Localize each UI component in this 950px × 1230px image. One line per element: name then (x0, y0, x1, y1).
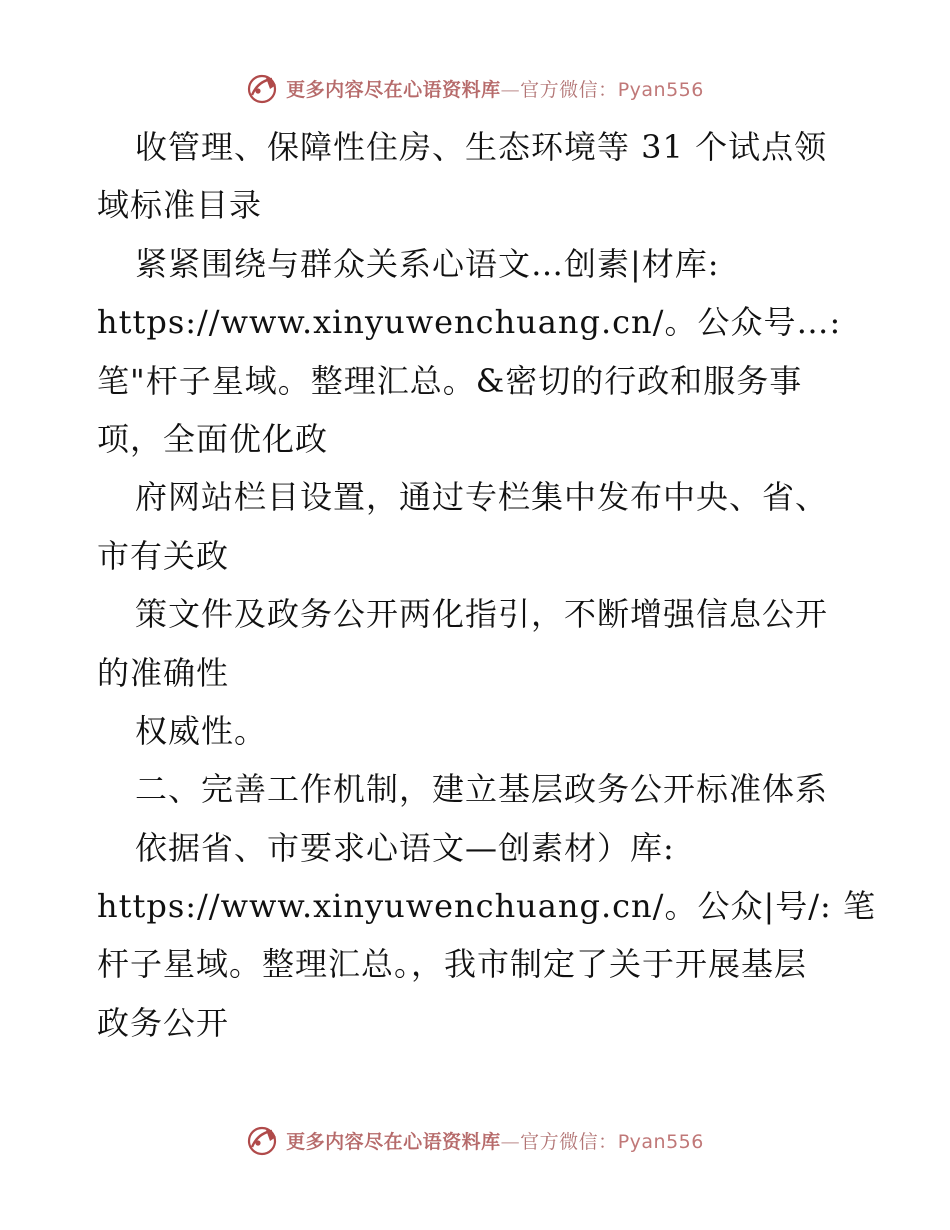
footer-wechat-id: Pyan556 (617, 1130, 704, 1153)
footer-banner (0, 1122, 950, 1158)
body-line: 域标准目录 (97, 186, 263, 225)
body-line: 的准确性 (97, 653, 230, 692)
document-body (97, 118, 876, 1052)
body-line: 笔"杆子星域。整理汇总。&密切的行政和服务事 (97, 361, 803, 400)
body-line: 府网站栏目设置，通过专栏集中发布中央、省、 (135, 478, 829, 517)
header-banner (0, 70, 950, 106)
footer-brand-text: 更多内容尽在心语资料库 (286, 1130, 501, 1153)
body-line: 项，全面优化政 (97, 419, 329, 458)
body-line: 收管理、保障性住房、生态环境等 31 个试点领 (135, 128, 828, 166)
body-line: https://www.xinyuwenchuang.cn/。公众号…: (97, 303, 842, 342)
brand-logo-icon (246, 1123, 280, 1157)
footer-dash: — (500, 1130, 521, 1153)
body-line: 紧紧围绕与群众关系心语文…创素|材库: (135, 244, 720, 283)
body-line: 政务公开 (97, 1003, 230, 1042)
body-line: 二、完善工作机制，建立基层政务公开标准体系 (135, 770, 829, 809)
header-wechat-id: Pyan556 (617, 78, 704, 101)
body-line: 市有关政 (97, 536, 230, 575)
body-line: 依据省、市要求心语文—创素材）库: (135, 828, 675, 867)
header-dash: — (500, 78, 521, 101)
header-brand-text: 更多内容尽在心语资料库 (286, 78, 501, 101)
footer-brand-line (286, 1127, 704, 1154)
body-line: https://www.xinyuwenchuang.cn/。公众|号/: 笔 (97, 887, 876, 926)
brand-logo-icon (246, 71, 280, 105)
body-line: 策文件及政务公开两化指引，不断增强信息公开 (135, 595, 829, 634)
header-brand-line (286, 75, 704, 102)
body-line: 杆子星域。整理汇总。，我市制定了关于开展基层 (97, 945, 808, 984)
header-wechat-label: 官方微信： (520, 78, 618, 101)
footer-wechat-label: 官方微信： (520, 1130, 618, 1153)
body-line: 权威性。 (135, 711, 268, 750)
